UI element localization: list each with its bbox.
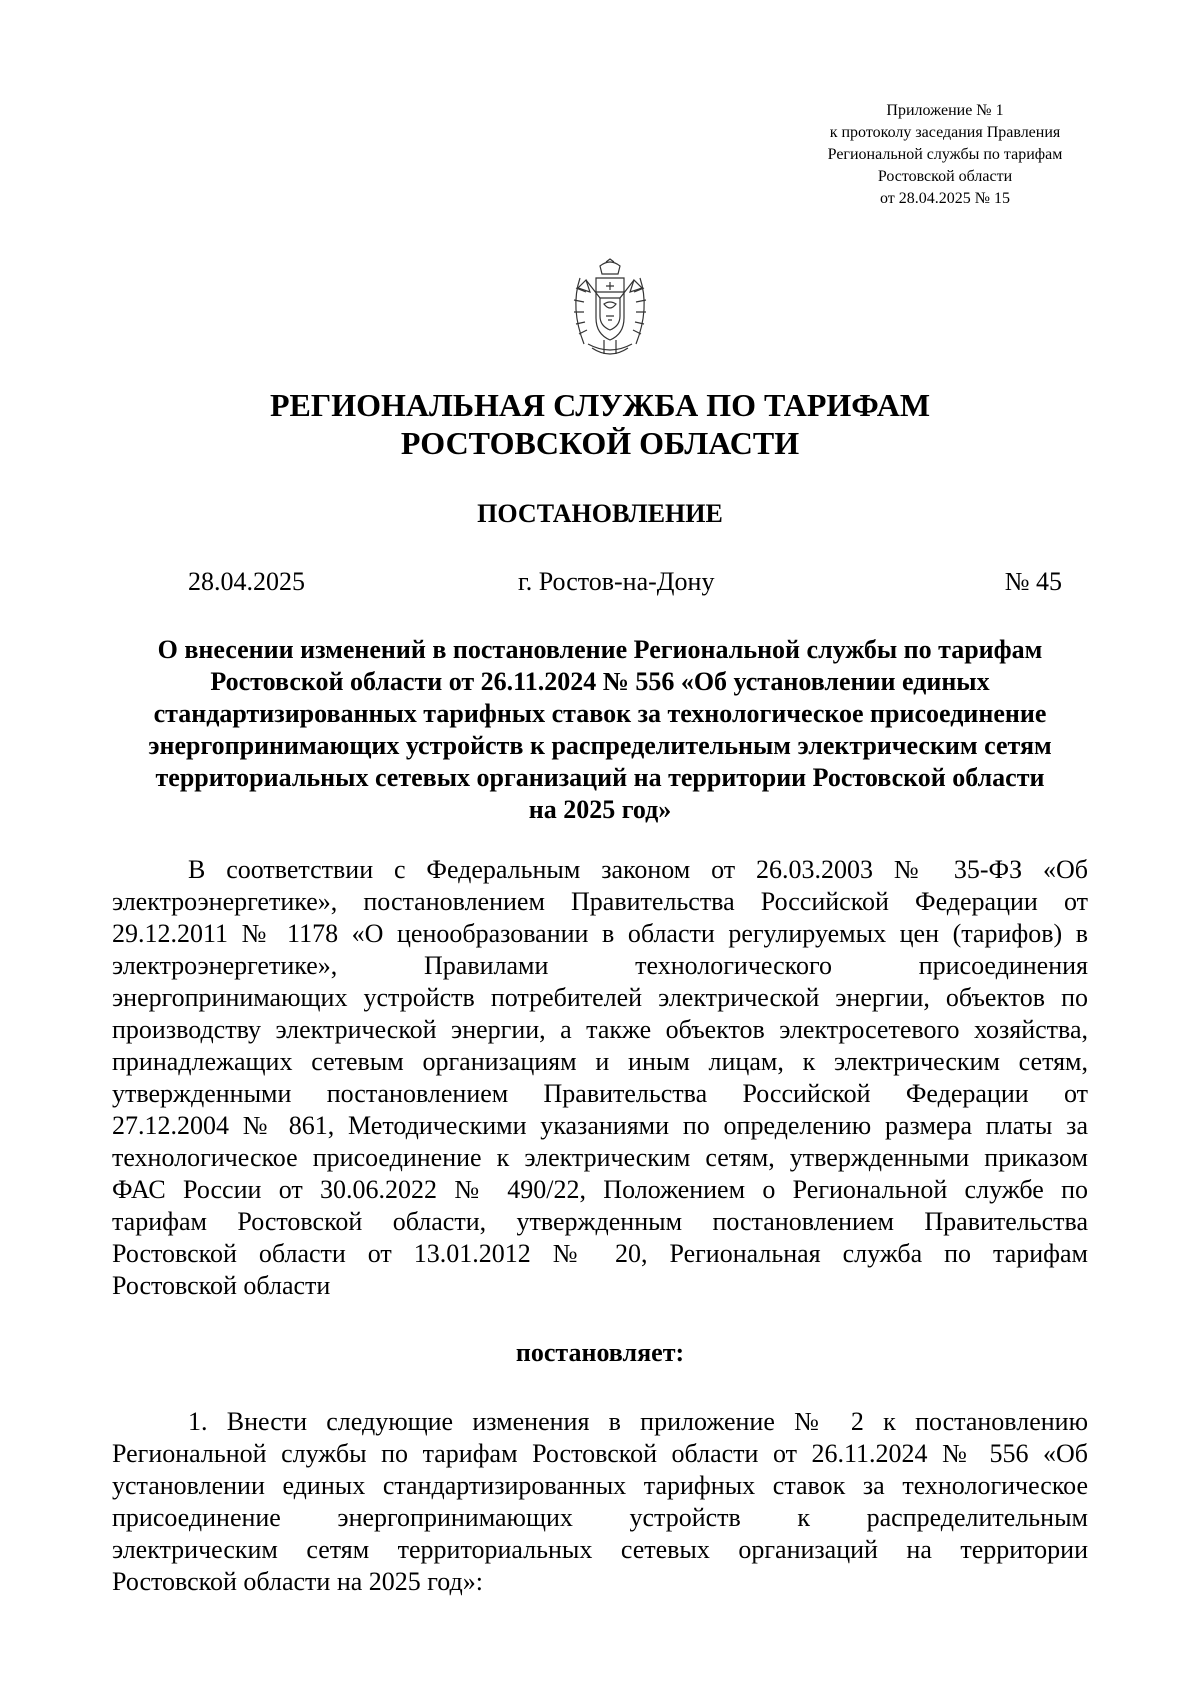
coat-of-arms-icon bbox=[566, 258, 654, 362]
item-1-line: 1. Внести следующие изменения в приложение № 2 к постановлению bbox=[188, 1407, 1088, 1436]
annex-line: к протоколу заседания Правления bbox=[829, 124, 1061, 141]
organization-title-line: РЕГИОНАЛЬНАЯ СЛУЖБА ПО ТАРИФАМ bbox=[269, 387, 931, 423]
item-1-line: электрическим сетям территориальных сетевых организаций на территории bbox=[112, 1535, 1088, 1564]
document-date: 28.04.2025 bbox=[188, 567, 305, 596]
document-subject bbox=[110, 634, 1090, 826]
preamble-line: утвержденными постановлением Правительства Российской Федерации от bbox=[112, 1079, 1088, 1108]
preamble-line: В соответствии с Федеральным законом от 26.03.2003 № 35-ФЗ «Об bbox=[188, 855, 1088, 884]
annex-line: Региональной службы по тарифам bbox=[827, 146, 1063, 163]
item-1-line: установлении единых стандартизированных тарифных ставок за технологическое bbox=[112, 1471, 1088, 1500]
preamble-line: 29.12.2011 № 1178 «О ценообразовании в области регулируемых цен (тарифов) в bbox=[112, 919, 1088, 948]
preamble-line: 27.12.2004 № 861, Методическими указаниями по определению размера платы за bbox=[112, 1111, 1088, 1140]
annex-line: Ростовской области bbox=[877, 168, 1013, 185]
preamble-line: принадлежащих сетевым организациям и иным лицам, к электрическим сетям, bbox=[112, 1047, 1088, 1076]
preamble-line: электроэнергетике», Правилами технологического присоединения bbox=[112, 951, 1088, 980]
organization-title bbox=[100, 386, 1100, 462]
annex-note bbox=[785, 100, 1105, 210]
resolves-heading: постановляет: bbox=[515, 1338, 685, 1367]
organization-title-line: РОСТОВСКОЙ ОБЛАСТИ bbox=[400, 425, 800, 461]
subject-line: на 2025 год» bbox=[528, 795, 672, 824]
preamble-line: энергопринимающих устройств потребителей электрической энергии, объектов по bbox=[112, 983, 1088, 1012]
item-1-line: Ростовской области на 2025 год»: bbox=[112, 1567, 483, 1596]
preamble-line: электроэнергетике», постановлением Правительства Российской Федерации от bbox=[112, 887, 1088, 916]
item-1-line: Региональной службы по тарифам Ростовской области от 26.11.2024 № 556 «Об bbox=[112, 1439, 1088, 1468]
subject-line: Ростовской области от 26.11.2024 № 556 «Об установлении единых bbox=[210, 667, 990, 696]
subject-line: территориальных сетевых организаций на территории Ростовской области bbox=[155, 763, 1045, 792]
annex-line: Приложение № 1 bbox=[886, 102, 1004, 119]
preamble-line: технологическое присоединение к электрическим сетям, утвержденными приказом bbox=[112, 1143, 1088, 1172]
preamble-line: Ростовской области bbox=[112, 1271, 331, 1300]
subject-line: стандартизированных тарифных ставок за технологическое присоединение bbox=[153, 699, 1047, 728]
subject-line: О внесении изменений в постановление Региональной службы по тарифам bbox=[157, 635, 1043, 664]
preamble-line: производству электрической энергии, а также объектов электросетевого хозяйства, bbox=[112, 1015, 1088, 1044]
document-type: ПОСТАНОВЛЕНИЕ bbox=[477, 499, 723, 528]
document-city: г. Ростов-на-Дону bbox=[518, 567, 715, 596]
annex-line: от 28.04.2025 № 15 bbox=[879, 190, 1011, 207]
item-1-paragraph bbox=[112, 1406, 1088, 1598]
item-1-line: присоединение энергопринимающих устройств к распределительным bbox=[112, 1503, 1088, 1532]
preamble-line: ФАС России от 30.06.2022 № 490/22, Положением о Региональной службе по bbox=[112, 1175, 1088, 1204]
document-number: № 45 bbox=[1004, 567, 1062, 596]
preamble-line: тарифам Ростовской области, утвержденным постановлением Правительства bbox=[112, 1207, 1088, 1236]
preamble-line: Ростовской области от 13.01.2012 № 20, Региональная служба по тарифам bbox=[112, 1239, 1088, 1268]
subject-line: энергопринимающих устройств к распределительным электрическим сетям bbox=[148, 731, 1052, 760]
preamble-paragraph bbox=[112, 854, 1088, 1302]
